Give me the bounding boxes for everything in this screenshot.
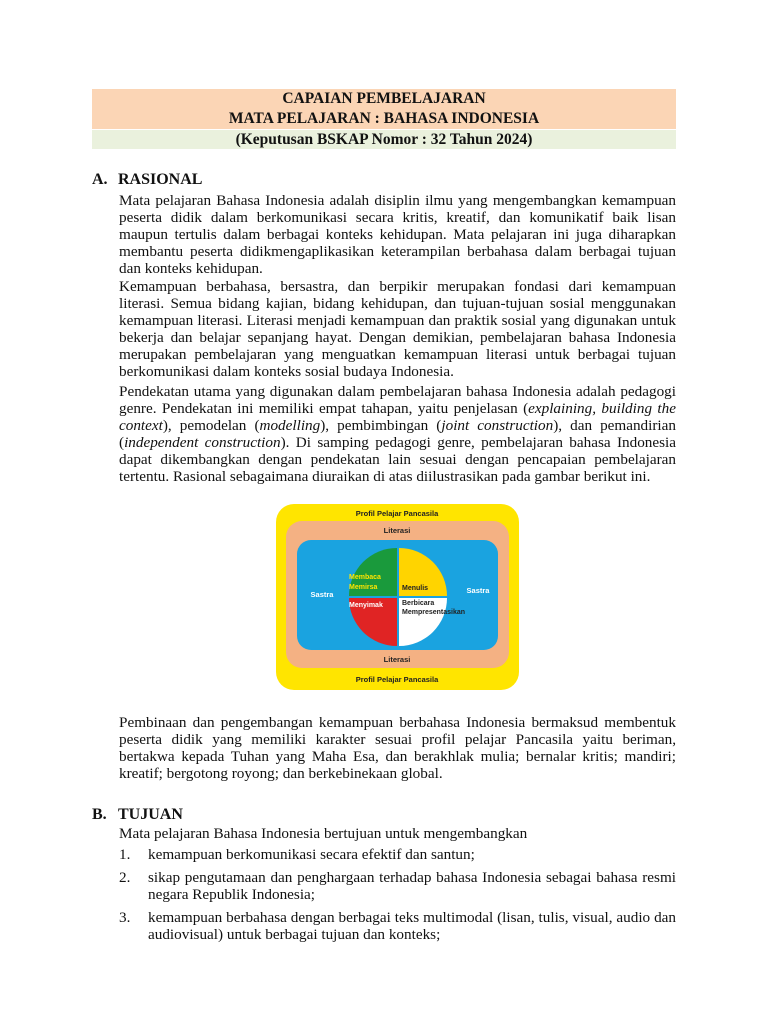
p3-text-3: ), pembimbingan ( <box>320 417 442 434</box>
tujuan-intro: Mata pelajaran Bahasa Indonesia bertujuan untuk mengembangkan <box>119 825 528 842</box>
outer-top-label: Profil Pelajar Pancasila <box>355 509 439 518</box>
sastra-right-label: Sastra <box>466 586 490 595</box>
pie-label-mempresentasikan: Mempresentasikan <box>402 609 466 616</box>
pie-label-menyimak: Menyimak <box>349 602 383 609</box>
list-item-number: 2. <box>119 869 131 886</box>
section-a-heading <box>92 171 202 189</box>
section-a-letter: A. <box>92 171 108 188</box>
literacy-diagram <box>276 504 519 690</box>
pie-label-berbicara: Berbicara <box>402 600 435 607</box>
section-b-letter: B. <box>92 806 107 823</box>
pie-label-menulis: Menulis <box>402 585 429 592</box>
section-a-title: RASIONAL <box>118 171 203 188</box>
rasional-paragraph-3 <box>119 383 676 485</box>
literasi-top-label: Literasi <box>383 526 411 535</box>
sastra-left-label: Sastra <box>310 590 334 599</box>
header-title: CAPAIAN PEMBELAJARAN <box>92 89 676 109</box>
rasional-paragraph-4: Pembinaan dan pengembangan kemampuan berbahasa Indonesia bermaksud membentuk peserta didik yang memiliki karakter sesuai profil pelajar Pancasila yaitu beriman, bertakwa kepada Tuhan yang Maha Esa, dan berakhlak mulia; bernalar kritis; mandiri; kreatif; bergotong royong; dan berkebinekaan global. <box>119 714 676 782</box>
document-header <box>92 89 676 149</box>
header-subject: MATA PELAJARAN : BAHASA INDONESIA <box>92 109 676 129</box>
list-item-text: sikap pengutamaan dan penghargaan terhadap bahasa Indonesia sebagai bahasa resmi negara Republik Indonesia; <box>148 869 676 903</box>
list-item <box>119 909 676 943</box>
p3-italic-2: modelling <box>259 417 321 434</box>
header-decree: (Keputusan BSKAP Nomor : 32 Tahun 2024) <box>92 130 676 149</box>
list-item-text: kemampuan berbahasa dengan berbagai teks multimodal (lisan, tulis, visual, audio dan audiovisual) untuk berbagai tujuan dan konteks; <box>148 909 676 943</box>
p3-italic-3: joint construction <box>441 417 554 434</box>
p3-text-1: Pendekatan utama yang digunakan dalam pembelajaran bahasa Indonesia adalah pedagogi genre. Pendekatan ini memiliki empat tahapan, yaitu penjelasan ( <box>119 383 676 417</box>
section-b-title: TUJUAN <box>118 806 183 823</box>
p3-text-4: ), dan pemandirian ( <box>119 417 676 451</box>
rasional-paragraph-1: Mata pelajaran Bahasa Indonesia adalah disiplin ilmu yang mengembangkan kemampuan peserta didik dalam berkomunikasi secara kritis, kreatif, dan komunikatif baik lisan maupun tertulis dalam berbagai konteks kehidupan. Mata pelajaran ini juga diharapkan membantu peserta didikmengaplikasikan keterampilan berbahasa dalam berbagai tujuan dan konteks kehidupan. <box>119 192 676 277</box>
literasi-bottom-label: Literasi <box>383 655 411 664</box>
section-b-heading <box>92 806 183 824</box>
pie-label-memirsa: Memirsa <box>349 584 378 591</box>
p3-text-5: ). Di samping pedagogi genre, pembelajaran bahasa Indonesia dapat dikembangkan dengan pendekatan lain sesuai dengan pencapaian pembelajaran tertentu. Rasional sebagaimana diuraikan di atas diilustrasikan pada gambar berikut ini. <box>119 434 676 485</box>
p3-italic-4: independent construction <box>124 434 281 451</box>
list-item-number: 1. <box>119 846 131 863</box>
tujuan-list <box>119 846 676 949</box>
list-item <box>119 869 676 903</box>
outer-bottom-label: Profil Pelajar Pancasila <box>355 675 439 684</box>
list-item-number: 3. <box>119 909 131 926</box>
p3-italic-1: explaining, building the context <box>119 400 676 434</box>
p3-text-2: ), pemodelan ( <box>162 417 260 434</box>
pie-label-membaca: Membaca <box>349 574 381 581</box>
list-item-text: kemampuan berkomunikasi secara efektif dan santun; <box>148 846 475 863</box>
list-item <box>119 846 676 863</box>
rasional-paragraph-2: Kemampuan berbahasa, bersastra, dan berpikir merupakan fondasi dari kemampuan literasi. Semua bidang kajian, bidang kehidupan, dan tujuan-tujuan sosial menggunakan kemampuan literasi. Literasi menjadi kemampuan dan praktik sosial yang digunakan untuk bekerja dan belajar sepanjang hayat. Dengan demikian, pembelajaran bahasa Indonesia merupakan pembelajaran yang menguatkan kemampuan literasi untuk berbagai tujuan berkomunikasi dalam konteks sosial budaya Indonesia. <box>119 278 676 380</box>
